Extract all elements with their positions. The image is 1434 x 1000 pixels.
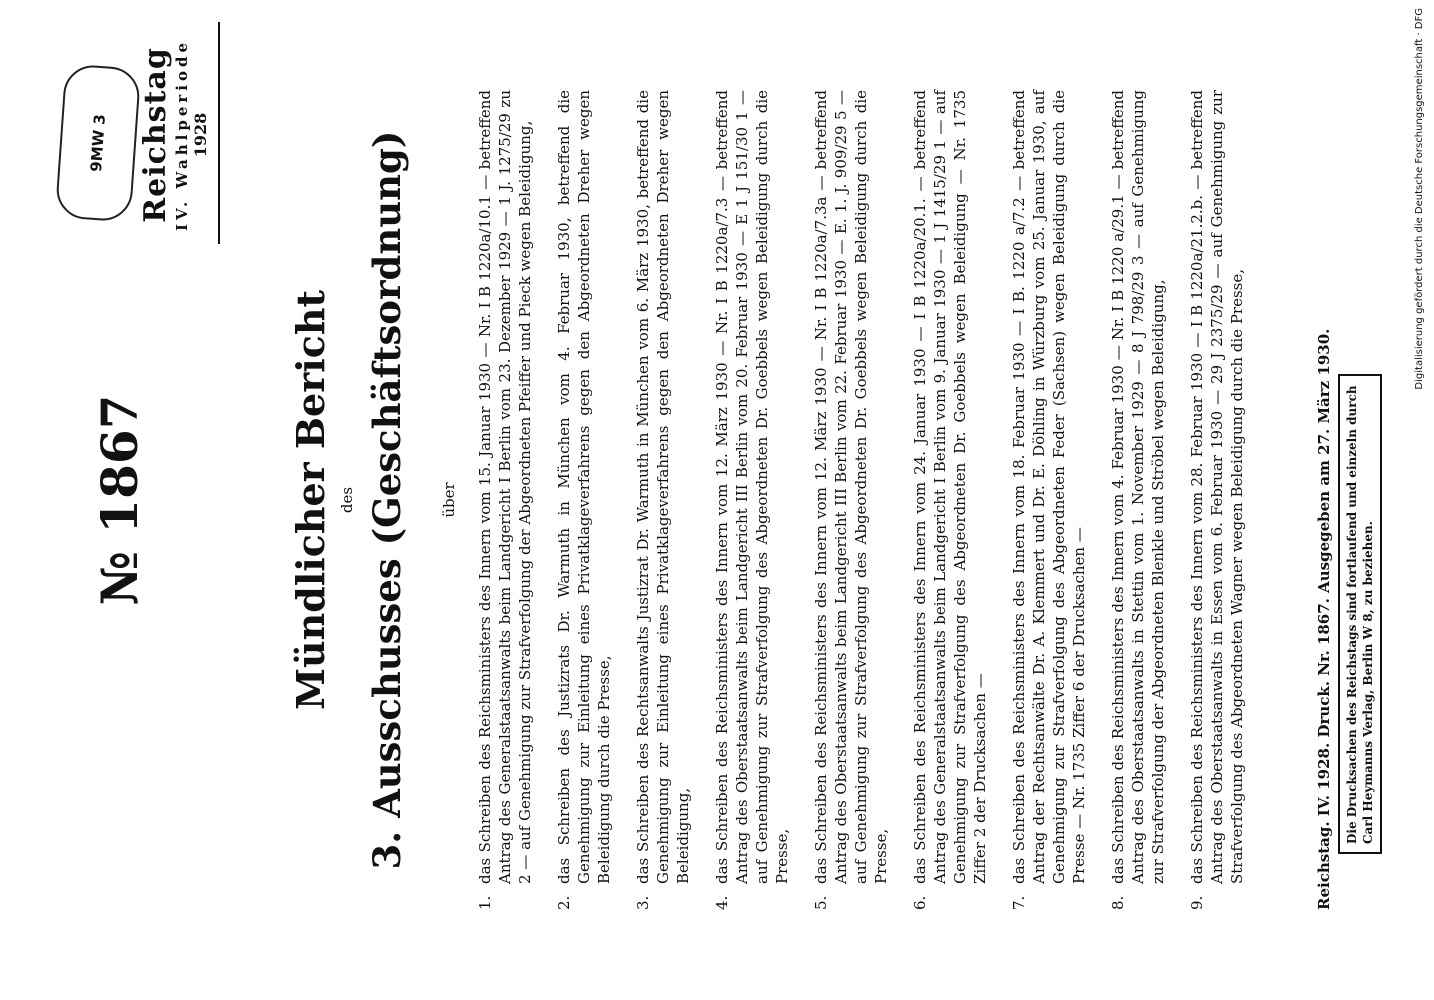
title-des: des bbox=[338, 486, 356, 514]
item-number: 4. bbox=[713, 895, 731, 910]
item-text: das Schreiben des Justizrats Dr. Warmuth in München vom 4. Februar 1930, betreffend die Genehmigung zur Einleitung eines Privatklageverfahrens gegen den Abgeordneten Dreher wegen Beleidigung durch die Presse, bbox=[555, 90, 613, 884]
list-item bbox=[910, 90, 990, 910]
list-item bbox=[712, 90, 792, 910]
document-number: № 1867 bbox=[90, 394, 149, 606]
list-item bbox=[554, 90, 614, 910]
publisher-notice: Die Drucksachen des Reichstags sind fortlaufend und einzeln durch Carl Heymanns Verlag, Berlin W 8, zu beziehen. bbox=[1338, 374, 1382, 854]
list-item bbox=[1108, 90, 1168, 910]
items-list bbox=[475, 90, 1266, 910]
item-text: das Schreiben des Reichsministers des Innern vom 4. Februar 1930 — Nr. I B 1220 a/29.1 — betreffend Antrag des Oberstaatsanwalts in Stettin vom 1. November 1929 — 8 J 798/29 3 — auf Genehmigung zur Strafverfolgung der Abgeordneten Blenkle und Ströbel wegen Beleidigung, bbox=[1109, 90, 1167, 884]
dfg-side-note bbox=[1414, 8, 1430, 608]
print-footer: Reichstag. IV. 1928. Druck. Nr. 1867. Ausgegeben am 27. März 1930. bbox=[1315, 328, 1333, 910]
item-number: 2. bbox=[555, 895, 573, 910]
archive-stamp: 9MW 3 bbox=[55, 64, 142, 223]
title-ueber: über bbox=[440, 482, 458, 518]
item-text: das Schreiben des Reichsministers des Innern vom 28. Februar 1930 — I B 1220a/21.2.b. — betreffend Antrag des Oberstaatsanwalts in Essen vom 6. Februar 1930 — 29 J 2375/29 — auf Genehmigung zur Strafverfolgung des Abgeordneten Wagner wegen Beleidigung durch die Presse, bbox=[1188, 90, 1246, 884]
wahlperiode-label: IV. Wahlperiode bbox=[173, 39, 191, 232]
list-item bbox=[811, 90, 891, 910]
item-number: 3. bbox=[634, 895, 652, 910]
committee-title: 3. Ausschusses (Geschäftsordnung) bbox=[365, 130, 409, 870]
year-label: 1928 bbox=[191, 112, 210, 158]
item-number: 6. bbox=[911, 895, 929, 910]
item-number: 7. bbox=[1010, 895, 1028, 910]
report-title: Mündlicher Bericht bbox=[288, 289, 333, 711]
list-item bbox=[1187, 90, 1247, 910]
item-number: 5. bbox=[812, 895, 830, 910]
item-text: das Schreiben des Reichsministers des Innern vom 15. Januar 1930 — Nr. I B 1220a/10.1 — betreffend Antrag des Generalstaatsanwalts beim Landgericht I Berlin vom 23. Dezember 1929 — 1 J. 1275/29 zu 2 — auf Genehmigung zur Strafverfolgung der Abgeordneten Pfeiffer und Pieck wegen Beleidigung, bbox=[476, 90, 534, 884]
document-page bbox=[20, 20, 1400, 980]
item-number: 9. bbox=[1188, 895, 1206, 910]
item-text: das Schreiben des Rechtsanwalts Justizrat Dr. Warmuth in München vom 6. März 1930, betreffend die Genehmigung zur Einleitung eines Privatklageverfahrens gegen den Abgeordneten Dreher wegen Beleidigung, bbox=[634, 90, 692, 884]
list-item bbox=[1009, 90, 1089, 910]
list-item bbox=[633, 90, 693, 910]
item-text: das Schreiben des Reichsministers des Innern vom 12. März 1930 — Nr. I B 1220a/7.3a — betreffend Antrag des Oberstaatsanwalts beim Landgericht III Berlin vom 22. Februar 1930 — E. 1. J. 909/29 5 — auf Genehmigung zur Strafverfolgung des Abgeordneten Dr. Goebbels wegen Beleidigung durch die Presse, bbox=[812, 90, 890, 884]
list-item bbox=[475, 90, 535, 910]
reichstag-label: Reichstag bbox=[138, 47, 173, 223]
item-text: das Schreiben des Reichsministers des Innern vom 18. Februar 1930 — I B. 1220 a/7.2 — betreffend Antrag der Rechtsanwälte Dr. A. Klemmert und Dr. E. Döhling in Würzburg vom 25. Januar 1930, auf Genehmigung zur Strafverfolgung des Abgeordneten Feder (Sachsen) wegen Beleidigung durch die Presse — Nr. 1735 Ziffer 6 der Drucksachen — bbox=[1010, 90, 1088, 884]
item-number: 1. bbox=[476, 895, 494, 910]
header-rule bbox=[218, 22, 220, 244]
item-number: 8. bbox=[1109, 895, 1127, 910]
item-text: das Schreiben des Reichsministers des Innern vom 12. März 1930 — Nr. I B 1220a/7.3 — betreffend Antrag des Oberstaatsanwalts beim Landgericht III Berlin vom 20. Februar 1930 — E 1 J 151/30 1 — auf Genehmigung zur Strafverfolgung des Abgeordneten Dr. Goebbels wegen Beleidigung durch die Presse, bbox=[713, 90, 791, 884]
dfg-note-text: Digitalisierung gefördert durch die Deutsche Forschungsgemeinschaft · DFG bbox=[1414, 8, 1425, 390]
item-text: das Schreiben des Reichsministers des Innern vom 24. Januar 1930 — I B 1220a/20.1. — betreffend Antrag des Generalstaatsanwalts beim Landgericht I Berlin vom 9. Januar 1930 — 1 J 1415/29 1 — auf Genehmigung zur Strafverfolgung des Abgeordneten Dr. Goebbels wegen Beleidigung — Nr. 1735 Ziffer 2 der Drucksachen — bbox=[911, 90, 989, 884]
